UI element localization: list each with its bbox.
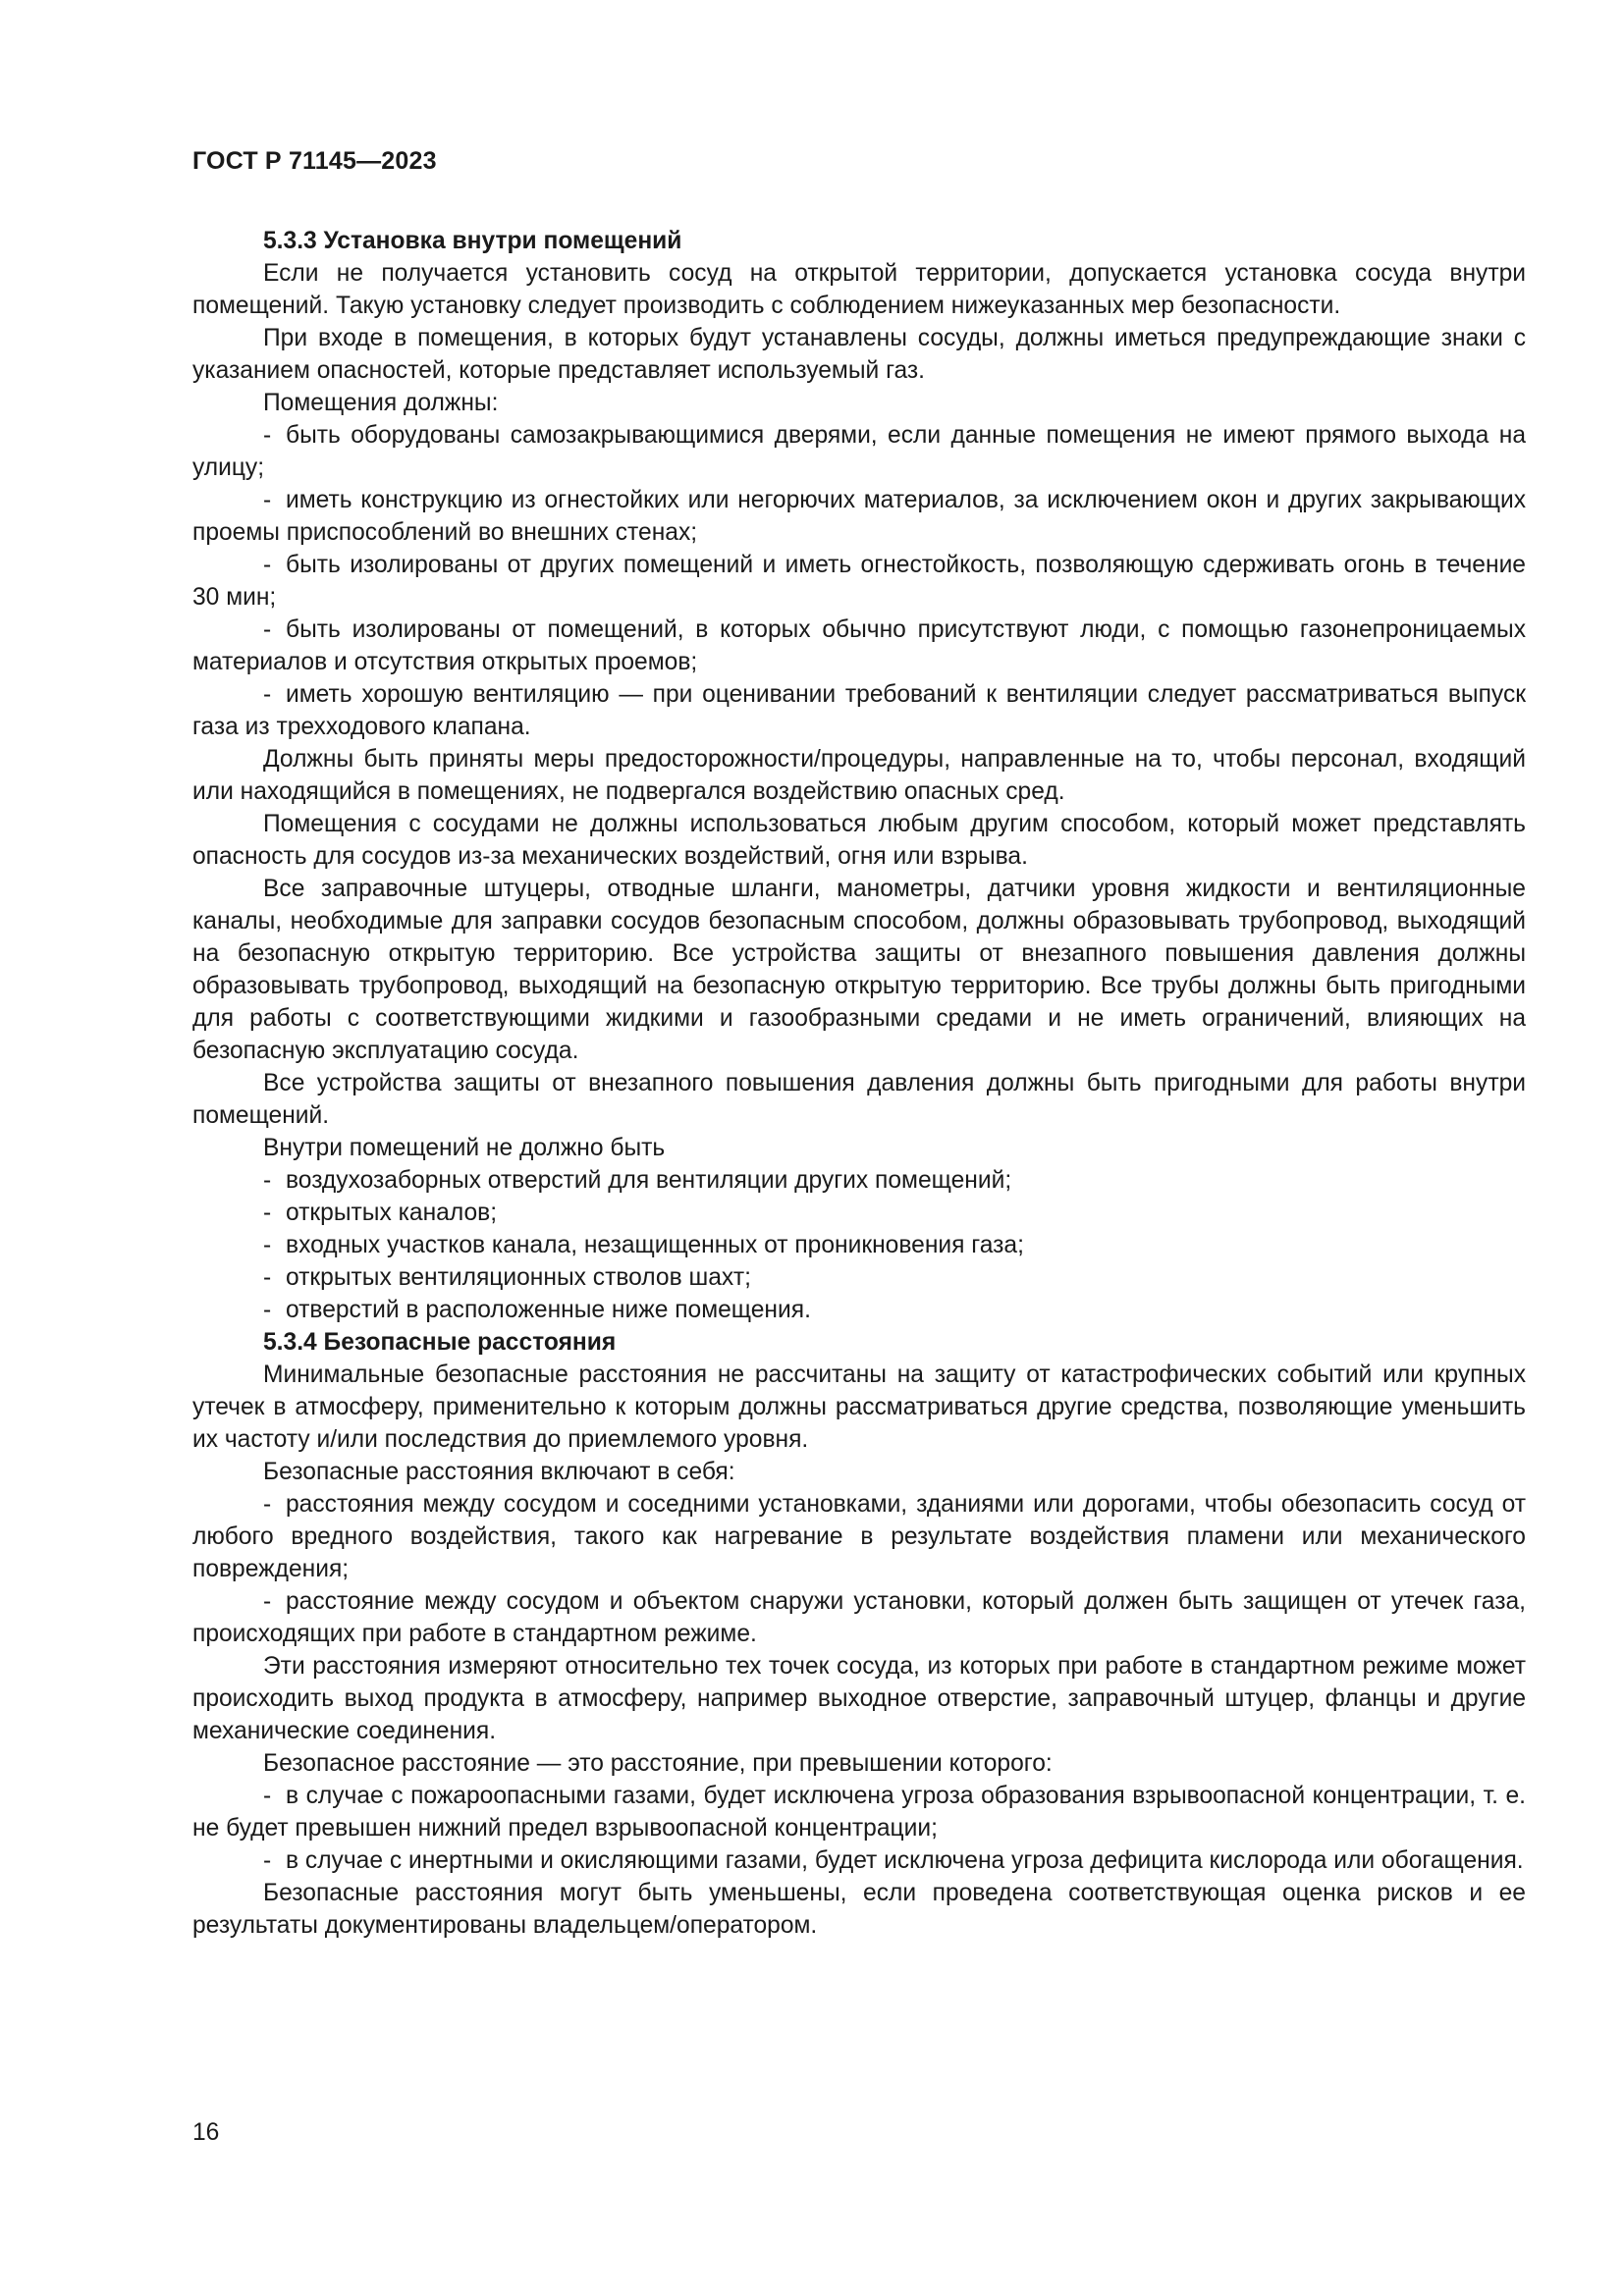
paragraph: Если не получается установить сосуд на открытой территории, допускается установка сосуда внутри помещений. Такую установку следует производить с соблюдением нижеуказанных мер безопасности.: [192, 260, 1526, 319]
list-dash: -: [263, 552, 272, 578]
list-item-text: быть изолированы от помещений, в которых обычно присутствуют люди, с помощью газонепроницаемых материалов и отсутствия открытых проемов;: [192, 616, 1526, 675]
list-item-text: быть изолированы от других помещений и иметь огнестойкость, позволяющую сдерживать огонь в течение 30 мин;: [192, 552, 1526, 611]
section-heading: 5.3.3 Установка внутри помещений: [263, 228, 682, 254]
list-item-text: отверстий в расположенные ниже помещения.: [286, 1297, 811, 1323]
list-item: [192, 678, 1526, 743]
list-dash: -: [263, 1491, 272, 1518]
paragraph: Безопасные расстояния включают в себя:: [263, 1459, 735, 1485]
list-item: [192, 614, 1526, 678]
list-dash: -: [263, 1783, 272, 1809]
list-item-text: воздухозаборных отверстий для вентиляции других помещений;: [286, 1167, 1012, 1194]
list-item: [192, 549, 1526, 614]
paragraph: При входе в помещения, в которых будут устанавлены сосуды, должны иметься предупреждающие знаки с указанием опасностей, которые представляет используемый газ.: [192, 325, 1526, 384]
list-item-text: расстояния между сосудом и соседними установками, зданиями или дорогами, чтобы обезопасить сосуд от любого вредного воздействия, такого как нагревание в результате воздействия пламени или механического повреждения;: [192, 1491, 1526, 1582]
list-dash: -: [263, 1847, 272, 1874]
list-item-text: в случае с инертными и окисляющими газами, будет исключена угроза дефицита кислорода или обогащения.: [286, 1847, 1524, 1874]
list-dash: -: [263, 422, 272, 449]
list-item: [192, 1197, 1526, 1229]
paragraph: Должны быть приняты меры предосторожности/процедуры, направленные на то, чтобы персонал, входящий или находящийся в помещениях, не подвергался воздействию опасных сред.: [192, 746, 1526, 805]
list-dash: -: [263, 1297, 272, 1323]
paragraph: Минимальные безопасные расстояния не рассчитаны на защиту от катастрофических событий или крупных утечек в атмосферу, применительно к которым должны рассматриваться другие средства, позволяющие уменьшить их частоту и/или последствия до приемлемого уровня.: [192, 1362, 1526, 1453]
list-item-text: иметь хорошую вентиляцию — при оценивании требований к вентиляции следует рассматриваться выпуск газа из трехходового клапана.: [192, 681, 1526, 740]
list-item-text: расстояние между сосудом и объектом снаружи установки, который должен быть защищен от утечек газа, происходящих при работе в стандартном режиме.: [192, 1588, 1526, 1647]
paragraph: Все устройства защиты от внезапного повышения давления должны быть пригодными для работы внутри помещений.: [192, 1070, 1526, 1129]
list-item: [192, 1229, 1526, 1261]
list-item-text: входных участков канала, незащищенных от проникновения газа;: [286, 1232, 1024, 1258]
list-item-text: иметь конструкцию из огнестойких или негорючих материалов, за исключением окон и других закрывающих проемы приспособлений во внешних стенах;: [192, 487, 1526, 546]
paragraph: Помещения должны:: [263, 390, 499, 416]
section-heading: 5.3.4 Безопасные расстояния: [263, 1329, 617, 1356]
paragraph: Внутри помещений не должно быть: [263, 1135, 666, 1161]
page-number: 16: [192, 2119, 220, 2146]
paragraph: Безопасное расстояние — это расстояние, при превышении которого:: [263, 1750, 1053, 1777]
list-dash: -: [263, 1200, 272, 1226]
document-header: ГОСТ Р 71145—2023: [192, 147, 437, 175]
list-item: [192, 1164, 1526, 1197]
list-dash: -: [263, 1264, 272, 1291]
list-dash: -: [263, 681, 272, 708]
list-item: [192, 1585, 1526, 1650]
list-item: [192, 419, 1526, 484]
paragraph: Помещения с сосудами не должны использоваться любым другим способом, который может представлять опасность для сосудов из-за механических воздействий, огня или взрыва.: [192, 811, 1526, 870]
list-item-text: в случае с пожароопасными газами, будет исключена угроза образования взрывоопасной концентрации, т. е. не будет превышен нижний предел взрывоопасной концентрации;: [192, 1783, 1526, 1842]
list-item: [192, 1844, 1526, 1877]
list-item: [192, 1294, 1526, 1326]
list-item: [192, 1488, 1526, 1585]
list-item-text: открытых каналов;: [286, 1200, 498, 1226]
paragraph: Эти расстояния измеряют относительно тех точек сосуда, из которых при работе в стандартном режиме может происходить выход продукта в атмосферу, например выходное отверстие, заправочный штуцер, фланцы и другие механические соединения.: [192, 1653, 1526, 1744]
list-dash: -: [263, 1588, 272, 1615]
list-dash: -: [263, 1232, 272, 1258]
document-body: [192, 225, 1526, 1942]
paragraph: Безопасные расстояния могут быть уменьшены, если проведена соответствующая оценка рисков и ее результаты документированы владельцем/оператором.: [192, 1880, 1526, 1939]
list-item-text: открытых вентиляционных стволов шахт;: [286, 1264, 751, 1291]
paragraph: Все заправочные штуцеры, отводные шланги, манометры, датчики уровня жидкости и вентиляционные каналы, необходимые для заправки сосудов безопасным способом, должны образовывать трубопровод, выходящий на безопасную открытую территорию. Все устройства защиты от внезапного повышения давления должны образовывать трубопровод, выходящий на безопасную открытую территорию. Все трубы должны быть пригодными для работы с соответствующими жидкими и газообразными средами и не иметь ограничений, влияющих на безопасную эксплуатацию сосуда.: [192, 876, 1526, 1064]
list-dash: -: [263, 487, 272, 513]
list-item: [192, 1261, 1526, 1294]
list-item: [192, 1780, 1526, 1844]
list-dash: -: [263, 1167, 272, 1194]
list-item-text: быть оборудованы самозакрывающимися дверями, если данные помещения не имеют прямого выхода на улицу;: [192, 422, 1526, 481]
list-item: [192, 484, 1526, 549]
list-dash: -: [263, 616, 272, 643]
